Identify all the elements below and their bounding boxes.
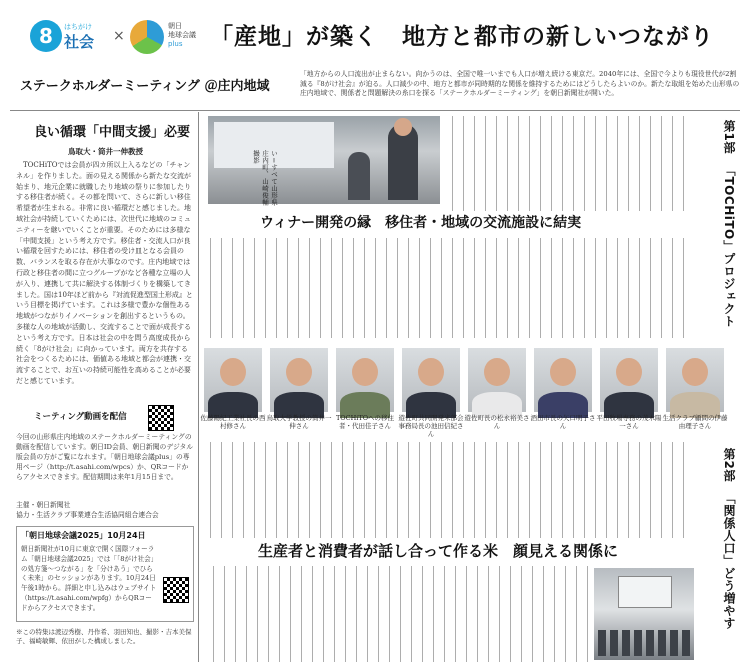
panelist-portrait-2 (270, 348, 328, 412)
event-photo-part1 (208, 116, 440, 204)
part2-columns-lower (208, 566, 588, 662)
panelist-caption-5: 遊佐町長の松永裕美さん (464, 414, 530, 430)
left-article-title: 良い循環「中間支援」必要 (34, 125, 191, 140)
qr-code-video-icon (148, 405, 174, 431)
logo-cross: × (113, 28, 125, 44)
left-article-body: TOCHiTOでは会員が四カ所以上入るなどの「チャンネル」を作りました。面の見える関係から新たな交流が始まり、地元企業に就職したり地域の祭りに参加したりする移住者が続く。その都を問いて、さらに新しい移住希望者が生まれる。非常に良い循環だと感じました。地域社会が持続していくためには、次世代に地域のコミュニティーを継いでいくことが重要。そのためには多様な「中間支援」という考え方です。移住者・交流人口が良い循環を回すためには、移住者の受け皿となる会員の数、バランスを取る存在が大事なのです。庄内地域では行政と移住者の間に立つグループがなど各種な立場の人が入り、連携して共に解決する体制づくりを構築してきました。国は10年ほど前から『対流促進型国土形成』という目標を掲げています。これは多様で豊かな個性ある地域がつながりイノベーションを創出するというもの。多様な人の地域が活動し、交流することで面が成長するという考え方です。日本は社会の中を問う高度成長から続く「8がけ社会」に向かっています。両方を共存する社会をつくるためには、価値ある地域と都会が連携・交流することで、お互いの持続可能性を高めることが必要だと感じています。 (16, 161, 193, 385)
audience-row (598, 630, 690, 656)
part1-columns-lower (208, 238, 684, 338)
photo-caption-part1: い＝すべて山形県庄内町、山崎俊輔撮影 (252, 150, 278, 206)
part2-title: 「関係人口」どう増やす (722, 492, 736, 630)
asahi-chikyu-plus-logo-icon (130, 20, 164, 54)
panelist-portrait-4 (402, 348, 460, 412)
panelist-caption-4: 遊佐町共同開発米部会事務局長の池田信紀さん (398, 414, 464, 438)
lead-text: 「地方からの人口流出が止まらない。向かうのは、全国で唯一いまでも人口が増え続ける東京だ。2040年には、全国で今よりも現役世代が2割減る『8がけ社会』が迫る。人口減少の中、地方と都市が同時期的な関係を維持するためにはどうしたらよいのか。新たな取組を始めた山形県の庄内地域で、関係者と問題解決の糸口を探る「ステークホルダーミーティング」を朝日新聞社が開いた。 (300, 70, 740, 97)
event-box-title: 「朝日地球会議2025」10月24日 (21, 531, 146, 540)
panelist-row (200, 348, 734, 438)
part1-title: 「TOCHiTO」プロジェクト (722, 164, 736, 328)
left-article-author: 鳥取大・筒井一伸教授 (68, 147, 143, 156)
panelist-caption-1: 佐藤陽紀工業社長の西村修さん (200, 414, 266, 430)
event-box (16, 526, 194, 622)
panelist-caption-8: 生活クラブ顧問の伊藤由理子さん (662, 414, 728, 430)
left-column-rule (198, 112, 199, 662)
logo-right-line2: 地球会議 (168, 31, 196, 39)
logo-right-line3: plus (168, 40, 183, 48)
panelist-portrait-5 (468, 348, 526, 412)
panelist-portrait-7 (600, 348, 658, 412)
panelist-caption-2: 鳥取大学教授の筒井一伸さん (266, 414, 332, 430)
part2-label: 第2部 (722, 448, 736, 482)
video-body: 今回の山形県庄内地域のステークホルダーミーティングの動画を配信しています。朝日ID会員、朝日新聞のデジタル版会員の方がご覧になれます。「朝日地球会議plus」の専用ページ（http://t.asahi.com/wpcs）か、QRコードからアクセスできます。配信期間は来年1月15日まで。 (16, 433, 194, 481)
header-logo-group (30, 18, 196, 58)
part1-vertical-title: ウィナー開発の縁 移住者・地域の交流施設に結実 (260, 215, 582, 231)
part2-label-box (700, 448, 736, 648)
hachigake-logo-icon: 8 (30, 20, 62, 52)
speaker-head (394, 118, 412, 136)
subtitle: ステークホルダーミーティング ＠庄内地域 (20, 79, 270, 94)
projection-screen (618, 576, 672, 608)
panelist-portrait-3 (336, 348, 394, 412)
organizer: 主催・朝日新聞社 協力・生活クラブ事業連合生活協同組合連合会 (16, 501, 159, 519)
panelist-caption-6: 酒田市長の矢口明子さん (530, 414, 596, 430)
logo-left-text: 社会 (64, 33, 95, 51)
panelist-portrait-6 (534, 348, 592, 412)
part2-section-title: 生産者と消費者が話し合って作る米 顔見える関係に (258, 542, 619, 560)
event-photo-part2 (594, 568, 694, 660)
panelist-portrait-8 (666, 348, 724, 412)
panelist-portrait-1 (204, 348, 262, 412)
part1-label-box (700, 120, 736, 342)
logo-left-sub: はちがけ (64, 23, 92, 31)
panelist-seat-figure (348, 152, 370, 200)
part2-columns (208, 442, 684, 538)
headline: 「産地」が築く 地方と都市の新しいつながり (210, 23, 714, 50)
panelist-caption-3: TOCHiTOへの移住者・代田佳子さん (335, 414, 395, 430)
event-box-body: 朝日新聞社が10月に東京で開く国際フォーラム「朝日地球会議2025」では「「8がけ社会」の処方箋～つながる」を「分けあう」でひらく未来」のセッションがあります。10月24日午後1時から。詳細と申し込みはウェブサイト（https://t.asahi.com/wpfg）からQRコードからアクセスできます。 (21, 545, 157, 612)
video-title: ミーティング動画を配信 (34, 412, 127, 422)
footer-note: ※この特集は渡辺秀樹、丹作希、羽田知也、撮影・吉本美保子、福崎敏輝、依田がした構成しました。 (16, 628, 192, 645)
qr-code-event-icon (163, 577, 189, 603)
panelist-caption-7: 平田牧場専務の茂木陽一さん (596, 414, 662, 430)
logo-right-line1: 朝日 (168, 22, 182, 30)
part1-label: 第1部 (722, 120, 736, 154)
header-rule (10, 110, 740, 111)
part1-columns (448, 116, 684, 211)
